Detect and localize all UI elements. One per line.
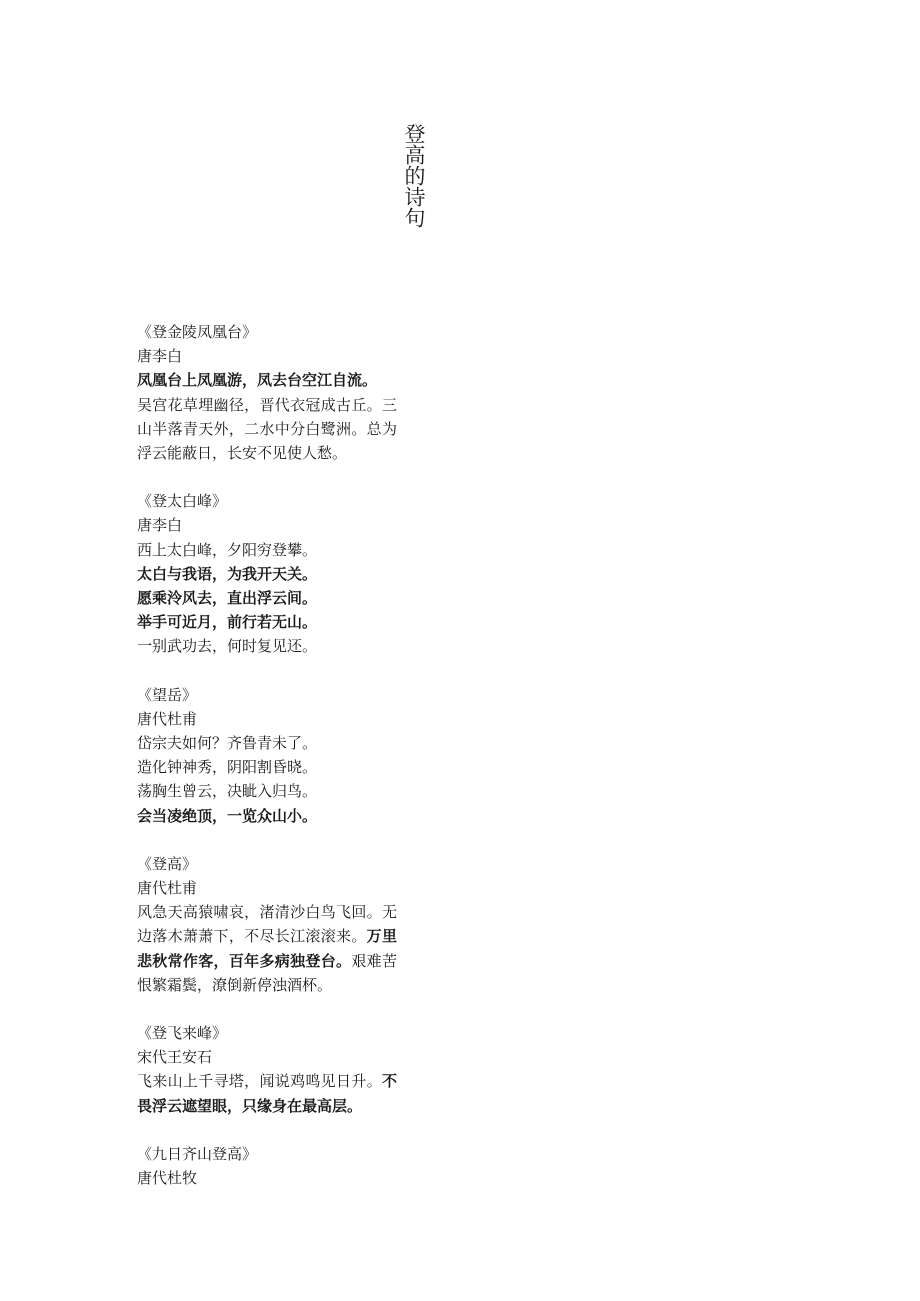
poem-title: 《登高》 [137, 854, 198, 873]
poem-jiuri [137, 1142, 397, 1190]
poem-line: 举手可近月，前行若无山。 [137, 613, 318, 632]
poem-author: 宋代王安石 [137, 1048, 213, 1067]
poem-title: 《登太白峰》 [137, 492, 228, 511]
poem-title: 《登飞来峰》 [137, 1024, 228, 1043]
poem-denggao [137, 852, 397, 997]
poem-segment-bold: 万里悲秋常作客，百年多病独登台。 [137, 927, 397, 970]
poem-segment: 飞来山上千寻塔，闻说鸡鸣见日升。 [137, 1072, 382, 1091]
poem-title: 《九日齐山登高》 [137, 1144, 258, 1163]
poem-author: 唐代杜甫 [137, 709, 198, 728]
poem-line: 太白与我语，为我开天关。 [137, 564, 318, 583]
poem-line: 荡胸生曾云，决眦入归鸟。 [137, 782, 318, 801]
poem-line: 会当凌绝顶，一览众山小。 [137, 806, 318, 825]
poem-author: 唐李白 [137, 516, 183, 535]
poem-list [137, 320, 397, 1214]
poem-line: 西上太白峰，夕阳穷登攀。 [137, 540, 318, 559]
poem-line: 岱宗夫如何？齐鲁青未了。 [137, 734, 318, 753]
poem-dengfeilai [137, 1021, 397, 1118]
poem-author: 唐代杜牧 [137, 1169, 198, 1188]
poem-paragraph: 吴宫花草埋幽径，晋代衣冠成古丘。三山半落青天外，二水中分白鹭洲。总为浮云能蔽日，长安不见使人愁。 [137, 395, 397, 463]
poem-line: 愿乘泠风去，直出浮云间。 [137, 589, 318, 608]
poem-dengtaibai [137, 489, 397, 658]
poem-title: 《登金陵凤凰台》 [137, 323, 258, 341]
poem-paragraph [137, 1069, 397, 1117]
poem-line: 凤凰台上凤凰游，凤去台空江自流。 [137, 371, 378, 390]
poem-paragraph [137, 900, 397, 997]
poem-title: 《望岳》 [137, 685, 198, 704]
poem-author: 唐李白 [137, 347, 183, 366]
page-title: 登高的诗句 [402, 123, 426, 228]
poem-dengjinling [137, 320, 397, 465]
poem-segment: 艰难苦恨繁霜鬓，潦倒新停浊酒杯。 [137, 951, 397, 994]
poem-line: 造化钟神秀，阴阳割昏晓。 [137, 758, 318, 777]
poem-wangyue [137, 683, 397, 828]
poem-line: 一别武功去，何时复见还。 [137, 637, 318, 656]
poem-segment: 风急天高猿啸哀，渚清沙白鸟飞回。无边落木萧萧下，不尽长江滚滚来。 [137, 903, 397, 946]
poem-author: 唐代杜甫 [137, 879, 198, 898]
poem-segment-bold: 不畏浮云遮望眼，只缘身在最高层。 [137, 1072, 397, 1115]
